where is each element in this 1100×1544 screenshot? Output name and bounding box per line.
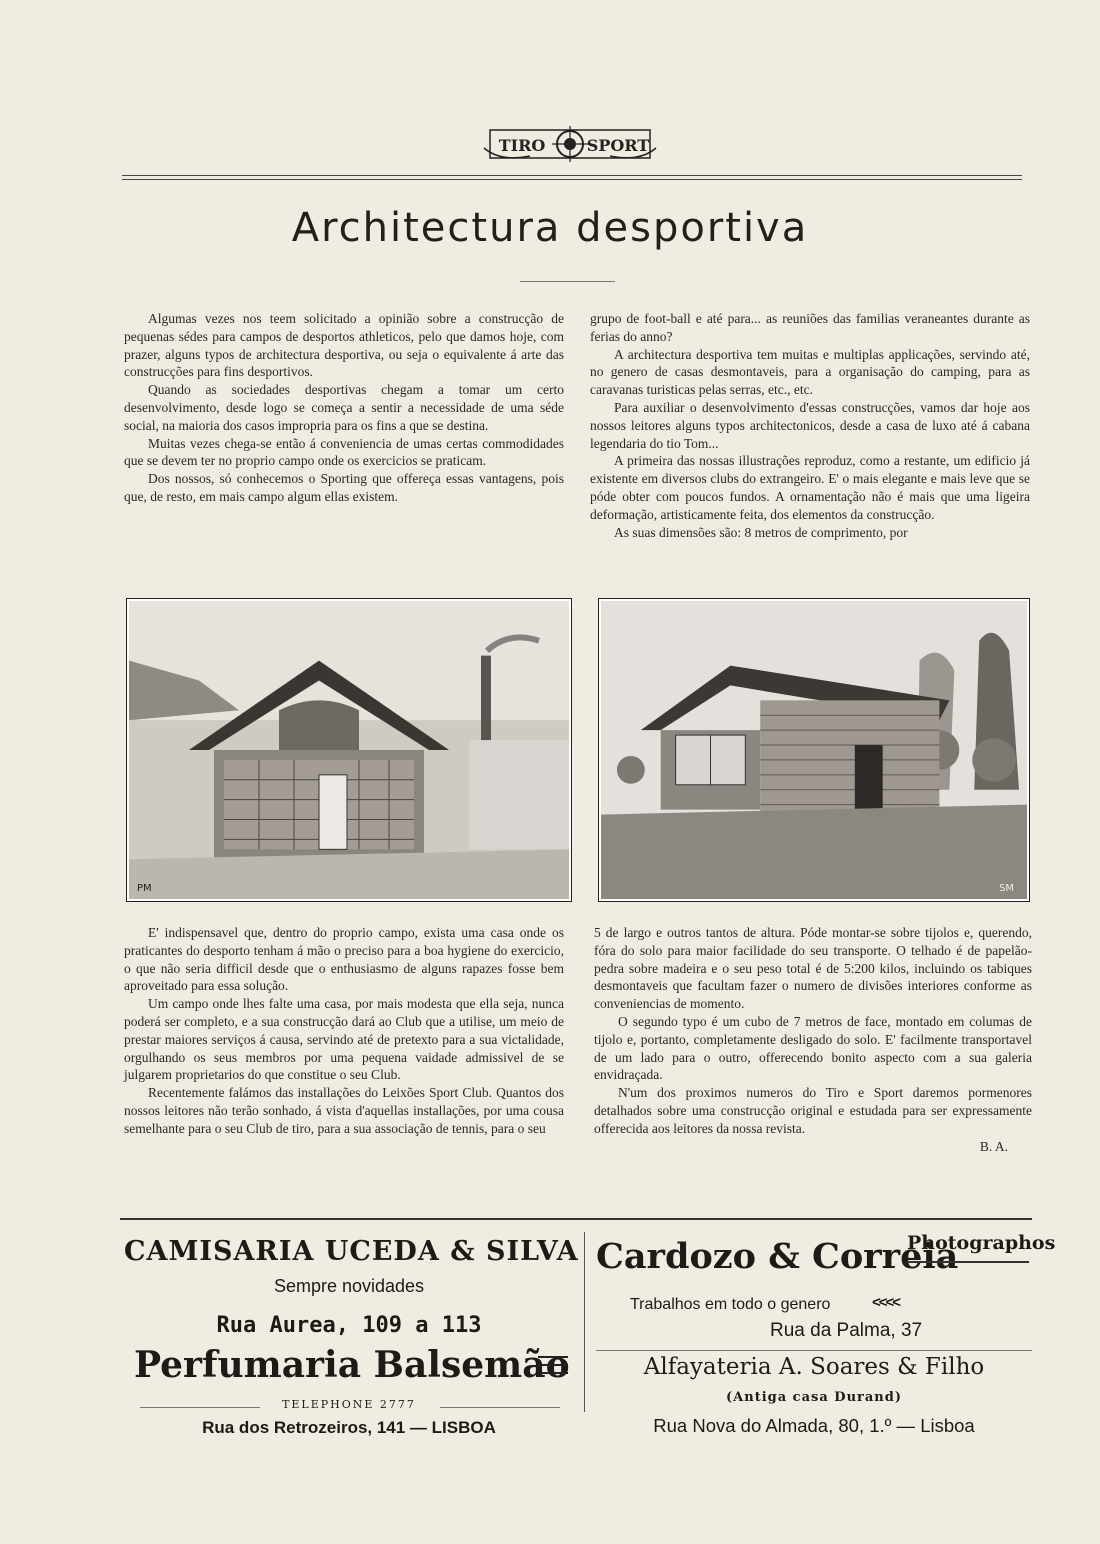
svg-text:SPORT: SPORT — [586, 136, 650, 155]
photo-mark-right: SM — [999, 883, 1015, 895]
svg-text:TIRO: TIRO — [498, 136, 546, 155]
ad-cardozo-role: Photographos — [907, 1232, 1056, 1254]
photo-chalet-two — [598, 598, 1030, 902]
ad-perfumaria-name: Perfumaria Balsemão — [134, 1344, 570, 1386]
ad-phone-rule-right — [440, 1407, 560, 1408]
column-right-top — [590, 310, 1030, 541]
ad-cardozo-tagline: Trabalhos em todo o genero — [630, 1296, 831, 1313]
ad-alfayateria-sub: (Antiga casa Durand) — [726, 1390, 902, 1405]
ad-uceda-tagline: Sempre novidades — [273, 1276, 425, 1296]
column-right-bottom — [594, 924, 1032, 1155]
ad-right-rule — [596, 1350, 1032, 1351]
ad-alfayateria-address: Rua Nova do Almada, 80, 1.º — Lisboa — [653, 1415, 975, 1436]
paragraph: Algumas vezes nos teem solicitado a opinião sobre a construcção de pequenas sédes para campos de desportos athleticos, pelo que damos hoje, com prazer, alguns typos de architectura desportiva, ou seja o equivalente á arte das construcções para fins desportivos. — [124, 311, 564, 380]
article-title: Architectura desportiva — [291, 205, 809, 251]
paragraph: E' indispensavel que, dentro do proprio campo, exista uma casa onde os praticantes do desporto tenham á mão o preciso para a boa hygiene do exercicio, o que não seria difficil desde que o enthusiasmo de alguns rapazes fosse bem aproveitado para essa solução. — [124, 925, 564, 994]
ad-cardozo-role-rule — [907, 1261, 1029, 1263]
paragraph: 5 de largo e outros tantos de altura. Póde montar-se sobre tijolos e, querendo, fóra do solo para maior facilidade do seu transporte. O telhado é de papelão-pedra sobre madeira e o seu peso total é de 5:200 kilos, incluindo os tabiques desmontaveis que facultam fazer o numero de divisões interiores conforme as conveniencias de momento. — [594, 925, 1032, 1012]
ad-cardozo-address: Rua da Palma, 37 — [770, 1320, 923, 1341]
paragraph: Recentemente falámos das installações do Leixões Sport Club. Quantos dos nossos leitores não terão sonhado, á vista d'aquellas installações, por uma cousa semelhante para o seu Club de tiro, para a sua associação de tennis, para o seu — [124, 1085, 564, 1136]
paragraph: A primeira das nossas illustrações reproduz, como a restante, um edificio já existente em diversos clubs do extrangeiro. E' o mais elegante e mais leve que se póde obter com poucos fundos. A ornamentação não é mais que uma ligeira deformação, artisticamente feita, dos elementos da construcção. — [590, 453, 1030, 522]
ad-uceda-address: Rua Aurea, 109 a 113 — [216, 1313, 482, 1338]
paragraph: Muitas vezes chega-se então á conveniencia de umas certas commodidades que se devem ter no proprio campo onde os exercicios se praticam. — [124, 435, 564, 469]
paragraph: N'um dos proximos numeros do Tiro e Sport daremos pormenores detalhados sobre uma construcção original e estudada para ser expressamente offerecida aos leitores da nossa revista. — [594, 1085, 1032, 1136]
paragraph: Um campo onde lhes falte uma casa, por mais modesta que ella seja, nunca poderá ser completo, e a sua construcção dará ao Club que a utilise, um meio de prestar maiores serviços á causa, servindo até de pretexto para a sua victalidade, orgulhando os seus membros por uma pequena vaidade admissivel de se julgarem proprietarios do que constitue o seu Club. — [124, 996, 564, 1083]
paragraph: A architectura desportiva tem muitas e multiplas applicações, servindo até, no genero de casas desmontaveis, para a organisação do camping, para as caravanas turisticas pelas serras, etc., etc. — [590, 346, 1030, 398]
ads-divider — [584, 1232, 585, 1412]
ad-cardozo-arrows: <<<< — [872, 1294, 900, 1311]
paragraph: Dos nossos, só conhecemos o Sporting que offereça essas vantagens, pois que, de resto, em mais campo algum ellas existem. — [124, 471, 564, 504]
paragraph: Para auxiliar o desenvolvimento d'essas construcções, vamos dar hoje aos nossos leitores alguns typos architectonicos, desde a casa de luxo até á cabana legendaria do tio Tom... — [590, 399, 1030, 451]
article-signature: B. A. — [979, 1138, 1008, 1154]
title-underline — [520, 281, 615, 282]
ad-alfayateria-name: Alfayateria A. Soares & Filho — [643, 1354, 985, 1380]
column-left-bottom — [124, 924, 564, 1138]
paragraph: grupo de foot-ball e até para... as reuniões das familias veraneantes durante as ferias do anno? — [590, 311, 1030, 344]
ads-rule — [120, 1218, 1032, 1220]
ad-uceda-name: CAMISARIA UCEDA & SILVA — [124, 1236, 579, 1267]
paragraph: Quando as sociedades desportivas chegam a tomar um certo desenvolvimento, desde logo se começa a sentir a necessidade de uma séde social, na maioria dos casos impropria para os fins a que se destina. — [124, 382, 564, 433]
photo-mark-left: PM — [137, 883, 152, 895]
masthead-logo — [470, 118, 670, 170]
ad-perfumaria-bars — [538, 1356, 568, 1374]
header-rule-top — [122, 175, 1022, 176]
column-left-top — [124, 310, 564, 506]
header-rule-bottom — [122, 179, 1022, 180]
ad-perfumaria-phone: TELEPHONE 2777 — [282, 1398, 416, 1411]
paragraph: As suas dimensões são: 8 metros de comprimento, por — [614, 524, 908, 540]
ad-perfumaria-address: Rua dos Retrozeiros, 141 — LISBOA — [202, 1418, 496, 1437]
paragraph: O segundo typo é um cubo de 7 metros de face, montado em columas de tijolo e, portanto, completamente desligado do solo. E' facilmente transportavel de um lado para o outro, offerecendo bonito aspecto com a sua galeria envidraçada. — [594, 1013, 1032, 1083]
photo-chalet-one — [126, 598, 572, 902]
ad-cardozo-name: Cardozo & Correia — [596, 1236, 959, 1277]
